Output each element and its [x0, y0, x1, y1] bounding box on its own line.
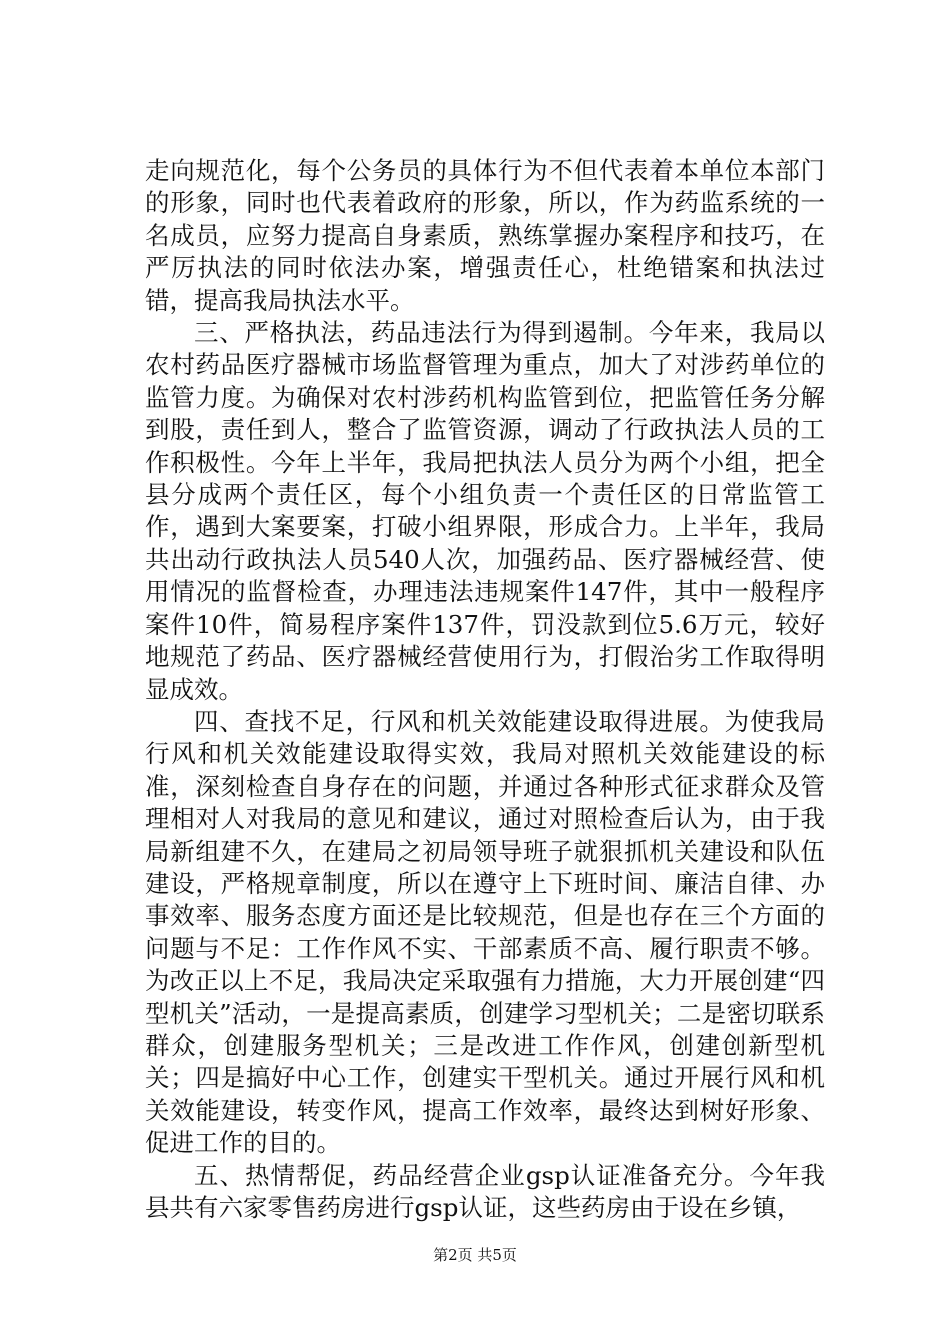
paragraph-section-four: 四、查找不足，行风和机关效能建设取得进展。为使我局行风和机关效能建设取得实效，我局对照机关效能建设的标准，深刻检查自身存在的问题，并通过各种形式征求群众及管理相对人对我局的意见和建议，通过对照检查后认为，由于我局新组建不久，在建局之初局领导班子就狠抓机关建设和队伍建设，严格规章制度，所以在遵守上下班时间、廉洁自律、办事效率、服务态度方面还是比较规范，但是也存在三个方面的问题与不足：工作作风不实、干部素质不高、履行职责不够。为改正以上不足，我局决定采取强有力措施，大力开展创建“四型机关”活动，一是提高素质，创建学习型机关；二是密切联系群众，创建服务型机关；三是改进工作作风，创建创新型机关；四是搞好中心工作，创建实干型机关。通过开展行风和机关效能建设，转变作风，提高工作效率，最终达到树好形象、促进工作的目的。 — [145, 706, 825, 1158]
paragraph-section-five: 五、热情帮促，药品经营企业gsp认证准备充分。今年我县共有六家零售药房进行gsp认证，这些药房由于设在乡镇， — [145, 1160, 825, 1222]
paragraph-section-three: 三、严格执法，药品违法行为得到遏制。今年来，我局以农村药品医疗器械市场监督管理为重点，加大了对涉药单位的监管力度。为确保对农村涉药机构监管到位，把监管任务分解到股，责任到人，整合了监管资源，调动了行政执法人员的工作积极性。今年上半年，我局把执法人员分为两个小组，把全县分成两个责任区，每个小组负责一个责任区的日常监管工作，遇到大案要案，打破小组界限，形成合力。上半年，我局共出动行政执法人员540人次，加强药品、医疗器械经营、使用情况的监督检查，办理违法违规案件147件，其中一般程序案件10件，简易程序案件137件，罚没款到位5.6万元，较好地规范了药品、医疗器械经营使用行为，打假治劣工作取得明显成效。 — [145, 318, 825, 704]
paragraph-continuation: 走向规范化，每个公务员的具体行为不但代表着本单位本部门的形象，同时也代表着政府的形象，所以，作为药监系统的一名成员，应努力提高自身素质，熟练掌握办案程序和技巧，在严厉执法的同时依法办案，增强责任心，杜绝错案和执法过错，提高我局执法水平。 — [145, 156, 825, 315]
document-body — [145, 155, 825, 1224]
page-number-footer: 第2页 共5页 — [433, 1246, 517, 1264]
